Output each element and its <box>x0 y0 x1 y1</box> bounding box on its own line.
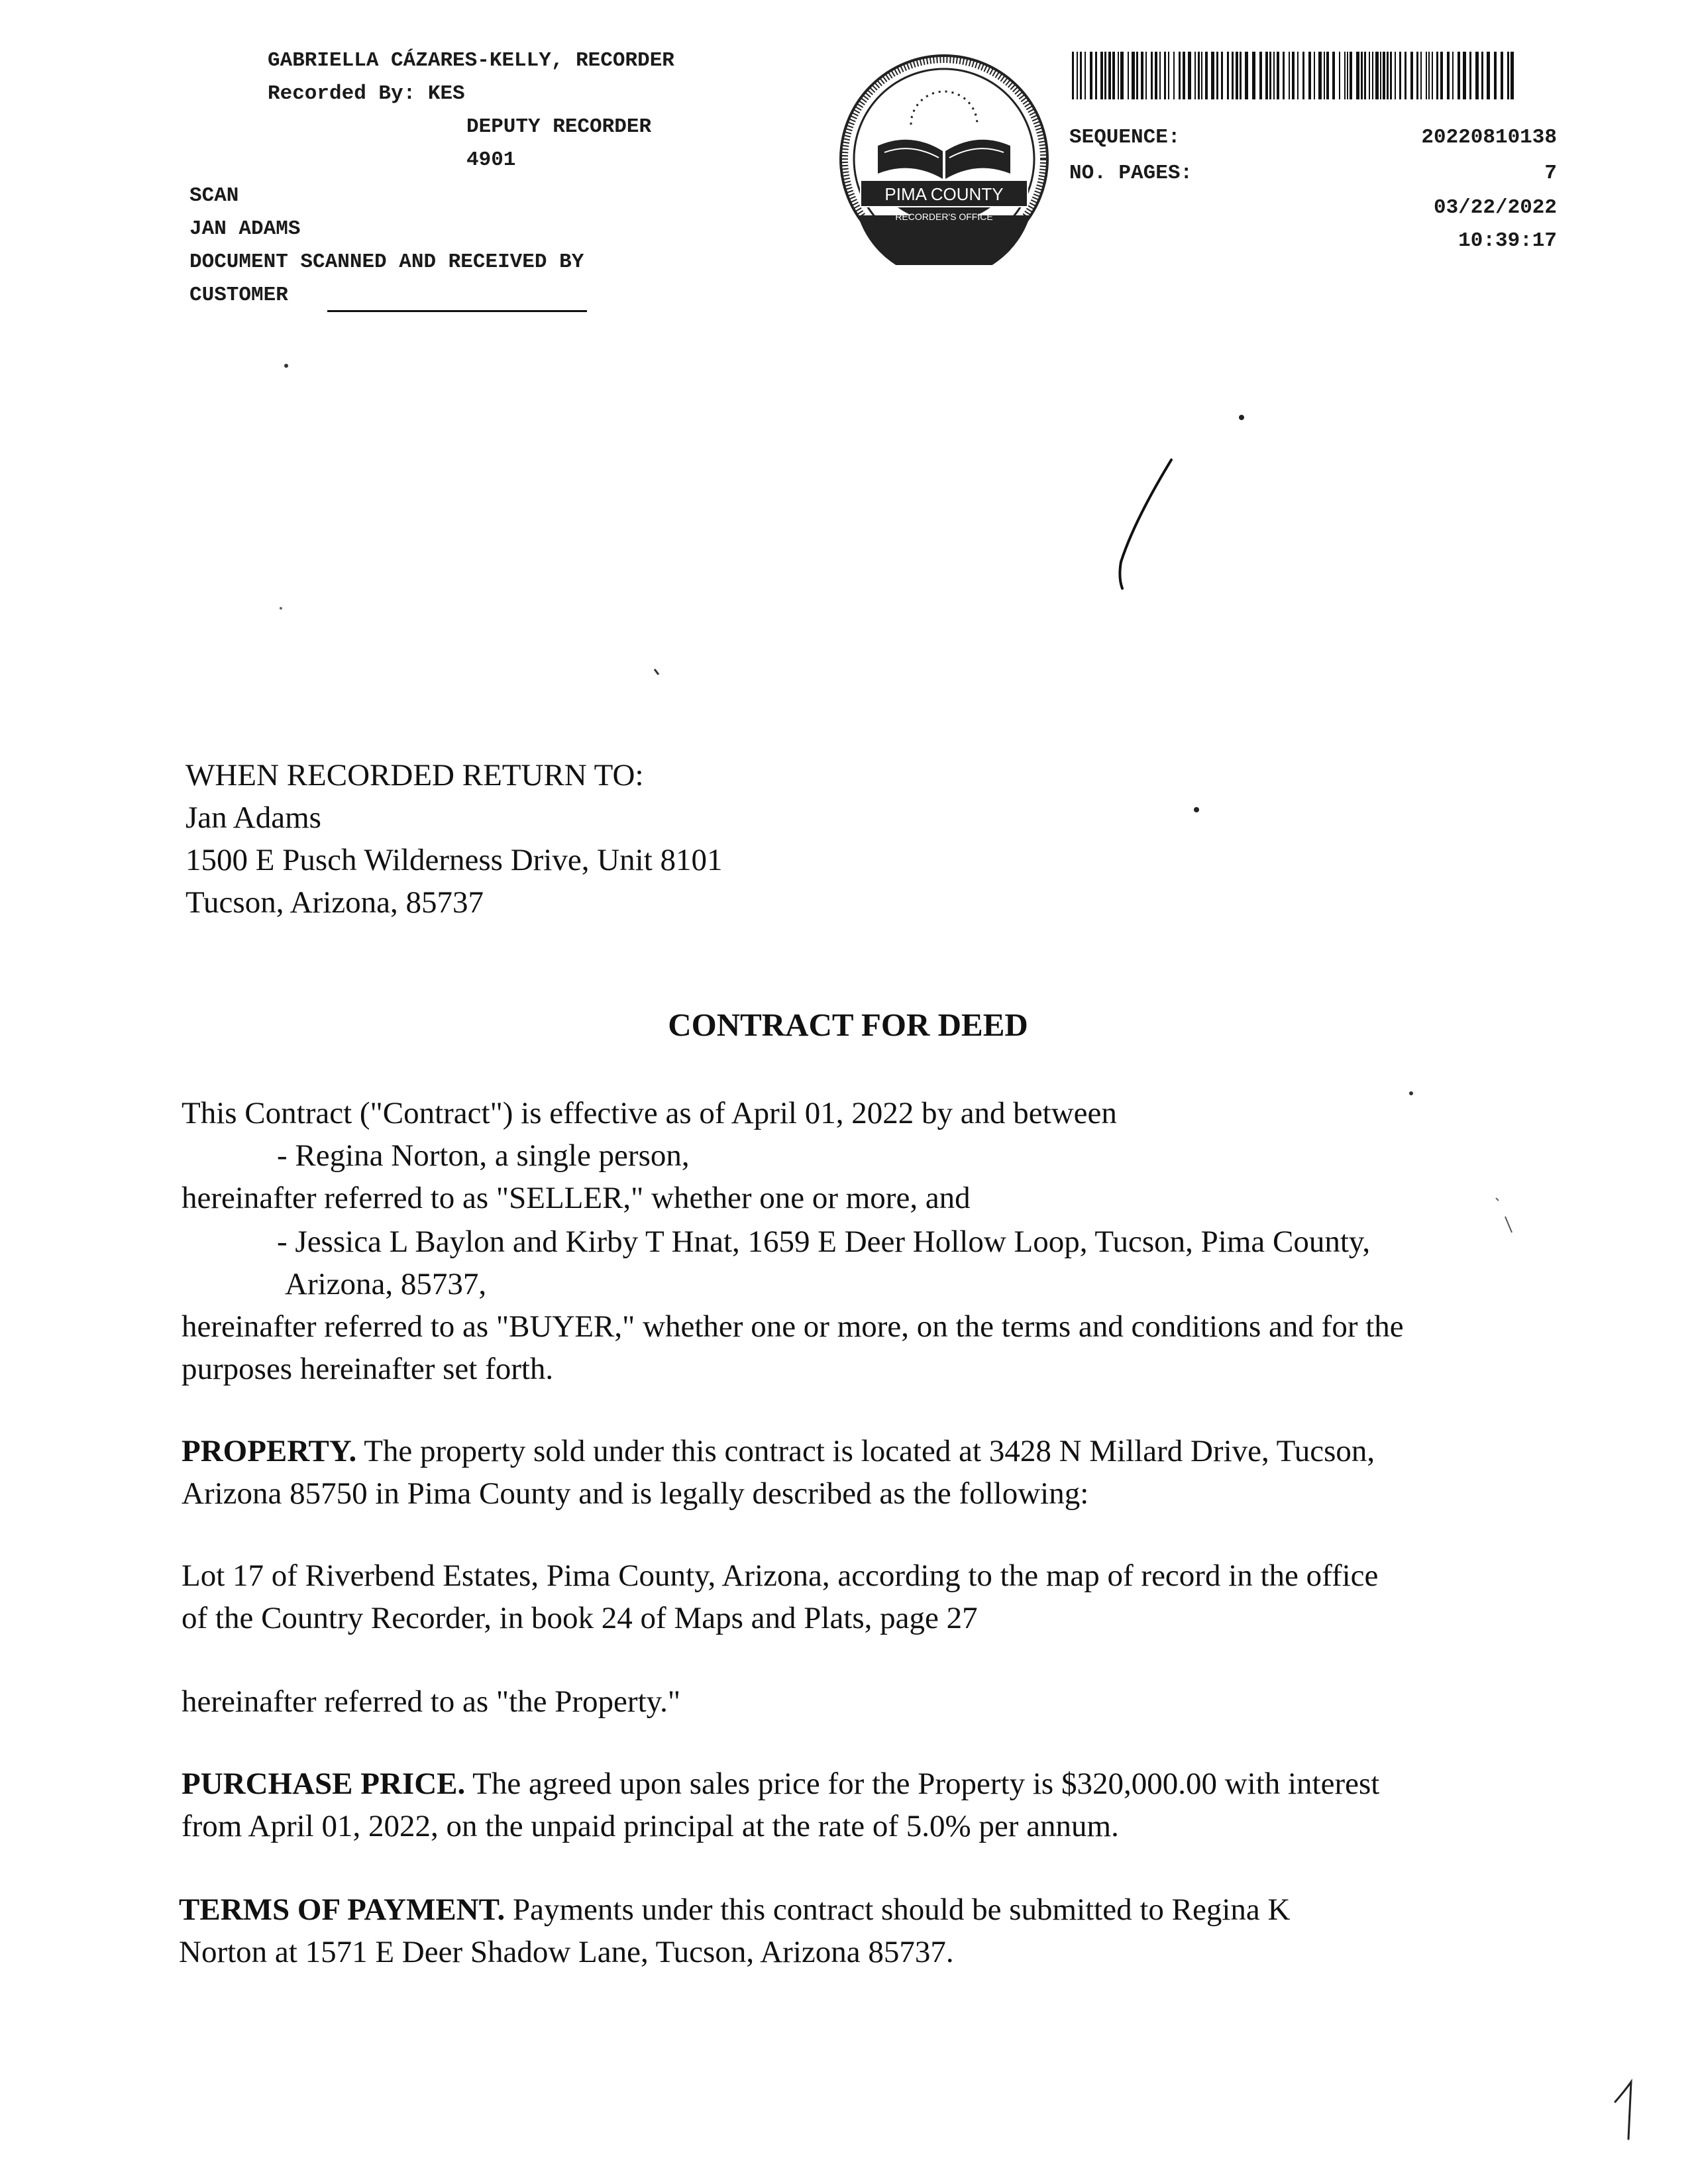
recorded-by: Recorded By: KES <box>268 82 465 105</box>
sequence-label: SEQUENCE: <box>1069 126 1181 149</box>
barcode-bar <box>1245 52 1248 99</box>
handwritten-page-number <box>1615 2082 1631 2139</box>
purchase-price-line-1 <box>182 1763 1379 1805</box>
buyer-reference-line-1: hereinafter referred to as "BUYER," whether one or more, on the terms and conditions and for the <box>182 1309 1404 1344</box>
barcode-bar <box>1361 52 1363 99</box>
purchase-price-label: PURCHASE PRICE. <box>182 1767 466 1801</box>
barcode-bar <box>1326 52 1329 99</box>
barcode-bar <box>1404 52 1406 99</box>
barcode-bar <box>1302 52 1304 99</box>
barcode-bar <box>1112 52 1115 99</box>
legal-description-line-1: Lot 17 of Riverbend Estates, Pima County, Arizona, according to the map of record in the office <box>182 1558 1379 1593</box>
buyer-party-line-2: Arizona, 85737, <box>285 1267 487 1301</box>
barcode-bar <box>1201 52 1202 99</box>
barcode-bar <box>1118 52 1119 99</box>
barcode-bar <box>1387 52 1389 99</box>
barcode-bar <box>1252 52 1255 99</box>
record-time: 10:39:17 <box>1458 229 1557 252</box>
barcode-bar <box>1100 52 1103 99</box>
barcode-bar <box>1151 52 1153 99</box>
intro-line: This Contract ("Contract") is effective as of April 01, 2022 by and between <box>182 1096 1117 1130</box>
barcode-bar <box>1399 52 1401 99</box>
barcode-bar <box>1292 52 1295 99</box>
barcode-bar <box>1463 52 1466 99</box>
barcode-bar <box>1179 52 1181 99</box>
barcode-bar <box>1416 52 1418 99</box>
barcode-bar <box>1198 52 1200 99</box>
property-reference: hereinafter referred to as "the Property." <box>182 1684 681 1719</box>
barcode-bar <box>1216 52 1218 99</box>
barcode-bar <box>1155 52 1157 99</box>
record-date: 03/22/2022 <box>1433 196 1557 219</box>
barcode-bar <box>1410 52 1413 99</box>
seal-office-text: RECORDER'S OFFICE <box>895 211 993 222</box>
terms-line-1 <box>179 1888 1290 1931</box>
barcode-bar <box>1452 52 1454 99</box>
barcode-bar <box>1494 52 1497 99</box>
seller-party: - Regina Norton, a single person, <box>277 1138 690 1173</box>
barcode-bar <box>1240 52 1242 99</box>
barcode-bar <box>1205 52 1208 99</box>
customer-signature-line <box>327 310 587 312</box>
property-paragraph-line-2: Arizona 85750 in Pima County and is legally described as the following: <box>182 1476 1089 1511</box>
barcode-bar <box>1236 52 1238 99</box>
barcode-bar <box>1350 52 1352 99</box>
pages-value: 7 <box>1544 162 1557 185</box>
barcode-bar <box>1128 52 1129 99</box>
barcode-bar <box>1232 52 1234 99</box>
barcode-bar <box>1085 52 1086 99</box>
barcode-bar <box>1227 52 1229 99</box>
property-text-1: The property sold under this contract is located at 3428 N Millard Drive, Tucson, <box>356 1434 1375 1468</box>
barcode-bar <box>1308 52 1311 99</box>
barcode-bar <box>1395 52 1396 99</box>
barcode-bar <box>1173 52 1175 99</box>
barcode-bar <box>1428 52 1430 99</box>
barcode-bar <box>1168 52 1169 99</box>
barcode-bar <box>1375 52 1379 99</box>
barcode-bar <box>1436 52 1438 99</box>
scanned-received-line: DOCUMENT SCANNED AND RECEIVED BY <box>189 250 584 274</box>
barcode-bar <box>1501 52 1503 99</box>
barcode-bar <box>1095 52 1097 99</box>
barcode-bar <box>1339 52 1340 99</box>
pima-county-seal <box>838 53 1050 265</box>
barcode-bar <box>1077 52 1078 99</box>
barcode-bar <box>1469 52 1471 99</box>
sequence-value: 20220810138 <box>1421 126 1557 149</box>
barcode-bar <box>1283 52 1285 99</box>
barcode-bar <box>1108 52 1111 99</box>
barcode-bar <box>1432 52 1433 99</box>
barcode-bar <box>1347 52 1348 99</box>
barcode-bar <box>1136 52 1138 99</box>
barcode-bar <box>1269 52 1271 99</box>
barcode-bar <box>1390 52 1392 99</box>
buyer-reference-line-2: purposes hereinafter set forth. <box>182 1352 554 1386</box>
barcode-bar <box>1164 52 1166 99</box>
barcode-bar <box>1211 52 1214 99</box>
return-to-name: Jan Adams <box>186 800 321 835</box>
barcode-bar <box>1426 52 1427 99</box>
deputy-recorder: DEPUTY RECORDER <box>466 115 652 138</box>
barcode-bar <box>1132 52 1135 99</box>
barcode-bar <box>1440 52 1443 99</box>
barcode-bar <box>1194 52 1196 99</box>
barcode-bar <box>1259 52 1262 99</box>
barcode-bar <box>1072 52 1074 99</box>
barcode-bar <box>1344 52 1346 99</box>
barcode-bar <box>1120 52 1124 99</box>
barcode-bar <box>1188 52 1191 99</box>
seal-county-text: PIMA COUNTY <box>884 184 1004 204</box>
return-to-address-2: Tucson, Arizona, 85737 <box>186 885 484 920</box>
barcode-bar <box>1314 52 1315 99</box>
barcode-bar <box>1372 52 1373 99</box>
barcode-bar <box>1507 52 1509 99</box>
property-label: PROPERTY. <box>182 1434 357 1468</box>
barcode-bar <box>1318 52 1322 99</box>
barcode-bar <box>1356 52 1359 99</box>
barcode-bar <box>1297 52 1298 99</box>
barcode-bar <box>1458 52 1460 99</box>
terms-label: TERMS OF PAYMENT. <box>179 1892 505 1927</box>
legal-description-line-2: of the Country Recorder, in book 24 of Maps and Plats, page 27 <box>182 1601 978 1635</box>
barcode-bar <box>1289 52 1290 99</box>
customer-label: CUSTOMER <box>189 284 288 307</box>
barcode-bar <box>1080 52 1082 99</box>
barcode-bar <box>1383 52 1385 99</box>
barcode-bar <box>1159 52 1161 99</box>
document-title: CONTRACT FOR DEED <box>668 1007 1028 1043</box>
barcode-bar <box>1369 52 1370 99</box>
barcode-bar <box>1145 52 1147 99</box>
barcode-bar <box>1141 52 1143 99</box>
return-to-address-1: 1500 E Pusch Wilderness Drive, Unit 8101 <box>186 843 723 877</box>
purchase-price-text-1: The agreed upon sales price for the Property is $320,000.00 with interest <box>465 1767 1380 1801</box>
barcode-bar <box>1447 52 1450 99</box>
barcode-bar <box>1487 52 1490 99</box>
barcode-bar <box>1104 52 1106 99</box>
barcode-image <box>1072 52 1517 99</box>
purchase-price-line-2: from April 01, 2022, on the unpaid principal at the rate of 5.0% per annum. <box>182 1809 1119 1843</box>
return-to-heading: WHEN RECORDED RETURN TO: <box>186 758 644 792</box>
scanner-name: JAN ADAMS <box>189 217 301 241</box>
buyer-party-line-1: - Jessica L Baylon and Kirby T Hnat, 1659 E Deer Hollow Loop, Tucson, Pima County, <box>277 1225 1371 1259</box>
barcode-bar <box>1183 52 1185 99</box>
deputy-number: 4901 <box>466 148 516 172</box>
barcode-bar <box>1265 52 1268 99</box>
barcode-bar <box>1332 52 1335 99</box>
barcode-bar <box>1364 52 1366 99</box>
property-paragraph-line-1 <box>182 1430 1375 1472</box>
barcode-bar <box>1481 52 1483 99</box>
seller-reference: hereinafter referred to as "SELLER," whether one or more, and <box>182 1181 971 1215</box>
terms-line-2: Norton at 1571 E Deer Shadow Lane, Tucson, Arizona 85737. <box>179 1935 954 1969</box>
recorder-name: GABRIELLA CÁZARES-KELLY, RECORDER <box>268 49 674 72</box>
barcode-bar <box>1420 52 1422 99</box>
terms-text-1: Payments under this contract should be submitted to Regina K <box>505 1892 1291 1927</box>
barcode-bar <box>1277 52 1279 99</box>
barcode-bar <box>1221 52 1223 99</box>
barcode-bar <box>1090 52 1092 99</box>
barcode-bar <box>1273 52 1275 99</box>
barcode-bar <box>1510 52 1514 99</box>
scan-label: SCAN <box>189 184 239 207</box>
barcode-bar <box>1380 52 1381 99</box>
barcode-bar <box>1324 52 1325 99</box>
pages-label: NO. PAGES: <box>1069 162 1193 185</box>
barcode-bar <box>1475 52 1479 99</box>
